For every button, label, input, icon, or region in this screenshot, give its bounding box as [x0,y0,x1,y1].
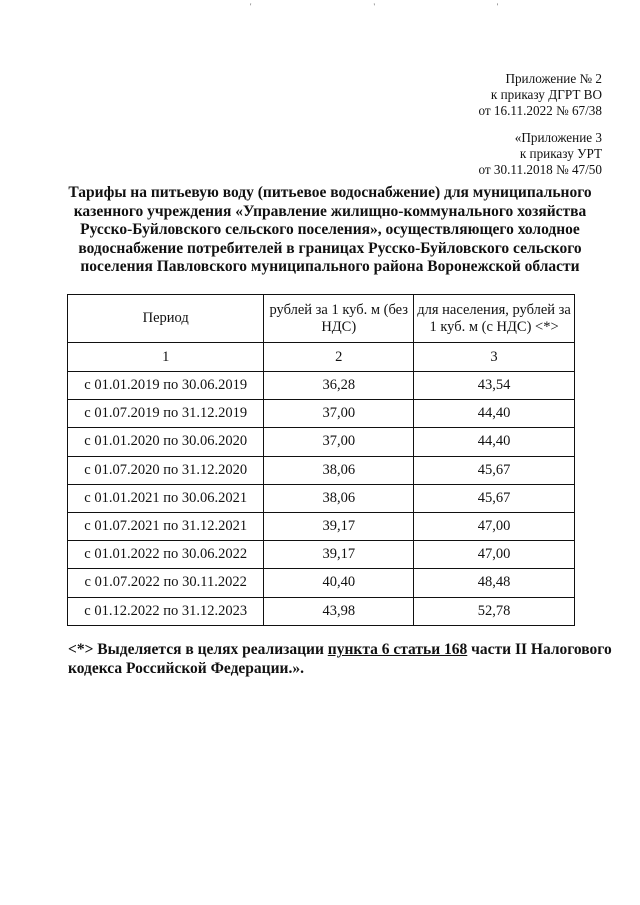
price-with-vat-cell: 43,54 [414,372,575,400]
price-with-vat-cell: 47,00 [414,541,575,569]
price-no-vat-cell: 39,17 [264,541,414,569]
price-with-vat-cell: 44,40 [414,400,575,428]
footnote-suffix: части II Налогового кодекса Российской Федерации.». [68,641,612,677]
footnote-law-link[interactable]: пункта 6 статьи 168 [327,641,468,658]
period-cell: с 01.07.2021 по 31.12.2021 [68,512,264,540]
table-row [68,400,575,428]
column-number-row [68,343,575,372]
price-no-vat-cell: 39,17 [264,512,414,540]
table-header-row [68,295,575,343]
price-no-vat-cell: 43,98 [264,597,414,625]
table-row [68,597,575,625]
period-cell: с 01.01.2020 по 30.06.2020 [68,428,264,456]
column-number: 1 [68,343,264,372]
appendix-header [478,71,602,119]
period-cell: с 01.07.2022 по 30.11.2022 [68,569,264,597]
tariff-table [67,294,575,626]
price-with-vat-cell: 47,00 [414,512,575,540]
table-row [68,372,575,400]
table-row [68,569,575,597]
table-row [68,484,575,512]
price-with-vat-cell: 45,67 [414,456,575,484]
price-no-vat-cell: 37,00 [264,428,414,456]
header-period: Период [68,295,264,343]
period-cell: с 01.01.2019 по 30.06.2019 [68,372,264,400]
footnote [68,640,613,678]
appendix-date: от 16.11.2022 № 67/38 [478,103,602,118]
price-with-vat-cell: 48,48 [414,569,575,597]
header-price-with-vat: для населения, рублей за 1 куб. м (с НДС) <*> [414,295,575,343]
period-cell: с 01.12.2022 по 31.12.2023 [68,597,264,625]
scan-artifact: ' ' ' [250,2,559,11]
original-appendix-order: к приказу УРТ [519,146,602,161]
original-appendix-header [478,130,602,178]
period-cell: с 01.01.2022 по 30.06.2022 [68,541,264,569]
footnote-prefix: <*> Выделяется в целях реализации [68,641,328,658]
column-number: 3 [414,343,575,372]
price-no-vat-cell: 40,40 [264,569,414,597]
header-price-no-vat: рублей за 1 куб. м (без НДС) [264,295,414,343]
table-row [68,512,575,540]
original-appendix-date: от 30.11.2018 № 47/50 [478,162,602,177]
original-appendix-number: «Приложение 3 [514,130,602,145]
table-row [68,428,575,456]
period-cell: с 01.01.2021 по 30.06.2021 [68,484,264,512]
appendix-order: к приказу ДГРТ ВО [490,87,602,102]
table-row [68,541,575,569]
price-no-vat-cell: 36,28 [264,372,414,400]
price-with-vat-cell: 44,40 [414,428,575,456]
price-no-vat-cell: 38,06 [264,484,414,512]
price-with-vat-cell: 45,67 [414,484,575,512]
document-title: Тарифы на питьевую воду (питьевое водоснабжение) для муниципального казенного учреждения «Управление жилищно-коммунального хозяйства Русско-Буйловского сельского поселения», осуществляющего холодное водоснабжение потребителей в границах Русско-Буйловского сельского поселения Павловского муниципального района Воронежской области [68,184,592,275]
appendix-number: Приложение № 2 [505,71,602,86]
period-cell: с 01.07.2020 по 31.12.2020 [68,456,264,484]
price-no-vat-cell: 37,00 [264,400,414,428]
price-no-vat-cell: 38,06 [264,456,414,484]
column-number: 2 [264,343,414,372]
table-row [68,456,575,484]
price-with-vat-cell: 52,78 [414,597,575,625]
period-cell: с 01.07.2019 по 31.12.2019 [68,400,264,428]
